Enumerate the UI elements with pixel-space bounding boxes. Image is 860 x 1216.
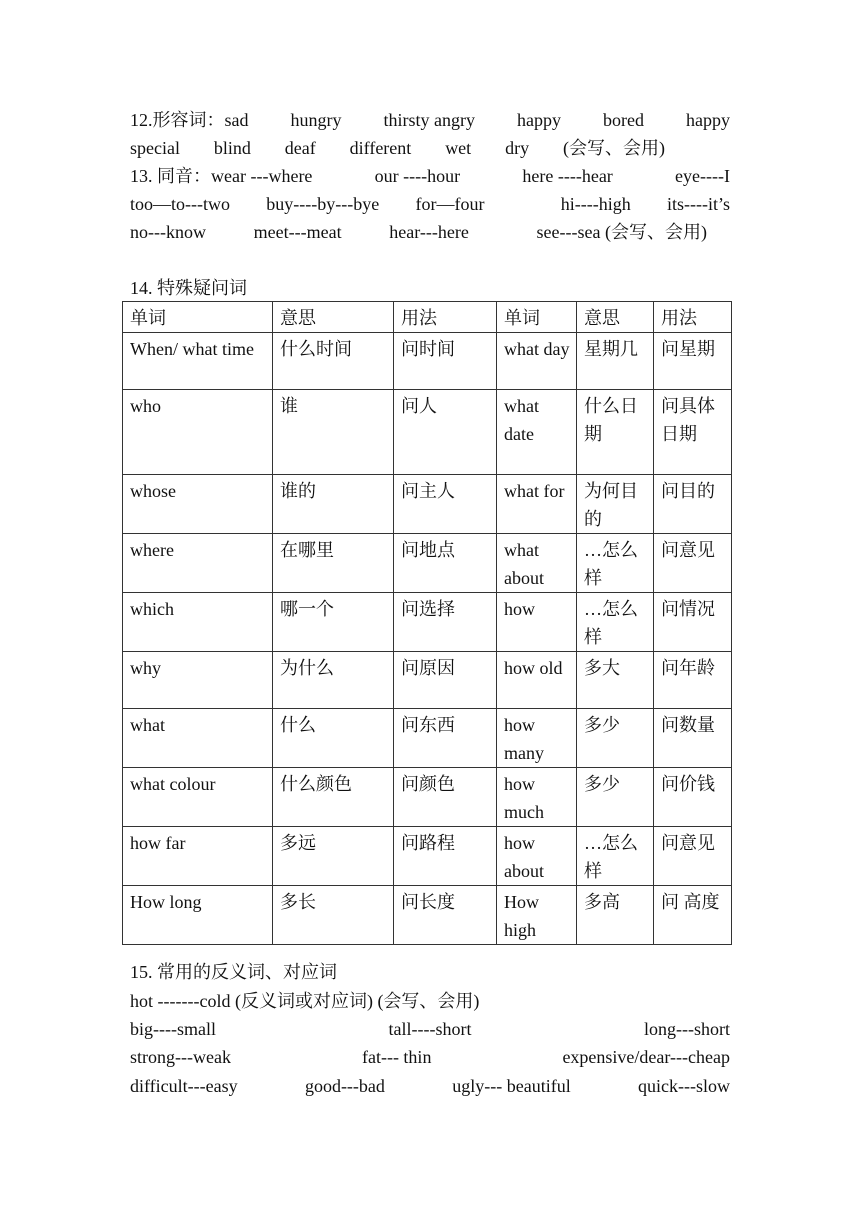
sec13-a2: here ----hear (522, 166, 613, 186)
table-row (123, 886, 732, 945)
table-cell: 问目的 (654, 475, 732, 534)
sec13-b0: too—to---two (130, 194, 230, 214)
table-cell: 多大 (577, 652, 654, 709)
header-cell: 用法 (654, 302, 732, 333)
table-cell: 问原因 (394, 652, 497, 709)
sec13-a1: our ----hour (374, 166, 461, 186)
table-cell: 问地点 (394, 534, 497, 593)
table-cell: 多少 (577, 768, 654, 827)
table-cell: 为何目的 (577, 475, 654, 534)
header-cell: 意思 (273, 302, 394, 333)
sec12-w5: happy (685, 110, 730, 130)
table-cell: how about (497, 827, 577, 886)
sec12-w10: wet (445, 138, 472, 158)
sec12-w8: deaf (284, 138, 316, 158)
table-cell: 问价钱 (654, 768, 732, 827)
table-row (123, 768, 732, 827)
table-cell: what about (497, 534, 577, 593)
table-cell: 多少 (577, 709, 654, 768)
question-words-table (122, 301, 732, 945)
table-cell: whose (123, 475, 273, 534)
sec12-line1 (130, 106, 730, 134)
sec13-b1: buy----by---bye (266, 194, 380, 214)
table-cell: 问星期 (654, 333, 732, 390)
sec13-line2 (130, 190, 730, 218)
sec15-line1: hot -------cold (反义词或对应词) (会写、会用) (130, 991, 480, 1011)
table-cell: 什么时间 (273, 333, 394, 390)
table-cell: how old (497, 652, 577, 709)
table-cell: 问具体日期 (654, 390, 732, 475)
header-cell: 用法 (394, 302, 497, 333)
sec12-w0: 12.形容词：sad (130, 110, 249, 130)
sec13-a3: eye----I (675, 166, 730, 186)
table-cell: 多长 (273, 886, 394, 945)
sec13-c3: see---sea (会写、会用) (536, 222, 707, 242)
antonym-pair: tall----short (388, 1019, 472, 1039)
table-cell: why (123, 652, 273, 709)
table-cell: how many (497, 709, 577, 768)
table-row (123, 333, 732, 390)
sec12-w2: thirsty angry (383, 110, 475, 130)
table-cell: 问时间 (394, 333, 497, 390)
antonym-pair: difficult---easy (130, 1076, 238, 1096)
sec13-c0: no---know (130, 222, 206, 242)
table-cell: 问选择 (394, 593, 497, 652)
sec14-title: 14. 特殊疑问词 (130, 278, 247, 298)
sec15-line3 (130, 1043, 730, 1071)
table-cell: what date (497, 390, 577, 475)
table-cell: 什么颜色 (273, 768, 394, 827)
sec12-w9: different (349, 138, 412, 158)
header-cell: 单词 (123, 302, 273, 333)
table-row (123, 709, 732, 768)
sec12-w12: (会写、会用) (562, 138, 665, 158)
table-cell: 什么 (273, 709, 394, 768)
header-cell: 意思 (577, 302, 654, 333)
table-cell: who (123, 390, 273, 475)
sec13-b4: its----it’s (666, 194, 730, 214)
antonym-pair: strong---weak (130, 1047, 231, 1067)
table-cell: …怎么样 (577, 534, 654, 593)
table-cell: 多高 (577, 886, 654, 945)
sec15-line2 (130, 1015, 730, 1043)
sec12-w7: blind (213, 138, 251, 158)
table-cell: …怎么样 (577, 827, 654, 886)
sec12-line2 (130, 134, 665, 162)
table-row (123, 827, 732, 886)
table-cell: 问东西 (394, 709, 497, 768)
sec15-line4 (130, 1072, 730, 1100)
table-row (123, 593, 732, 652)
table-cell: what (123, 709, 273, 768)
table-cell: 问长度 (394, 886, 497, 945)
table-cell: 问年龄 (654, 652, 732, 709)
table-row (123, 652, 732, 709)
antonym-pair: fat--- thin (361, 1047, 432, 1067)
table-cell: 问颜色 (394, 768, 497, 827)
sec12-w6: special (130, 138, 180, 158)
antonym-pair: good---bad (304, 1076, 385, 1096)
table-cell: 为什么 (273, 652, 394, 709)
sec12-w11: dry (505, 138, 530, 158)
table-row (123, 390, 732, 475)
table-cell: 谁 (273, 390, 394, 475)
table-cell: 问人 (394, 390, 497, 475)
table-cell: 星期几 (577, 333, 654, 390)
sec12-w1: hungry (290, 110, 342, 130)
table-cell: 问意见 (654, 534, 732, 593)
table-cell: 问 高度 (654, 886, 732, 945)
sec13-line3 (130, 218, 707, 246)
table-cell: 什么日期 (577, 390, 654, 475)
sec15-title: 15. 常用的反义词、对应词 (130, 962, 337, 982)
table-cell: where (123, 534, 273, 593)
table-cell: how far (123, 827, 273, 886)
sec13-b3: hi----high (560, 194, 631, 214)
antonym-pair: big----small (130, 1019, 216, 1039)
sec13-c2: hear---here (389, 222, 469, 242)
table-cell: 问数量 (654, 709, 732, 768)
table-cell: 问意见 (654, 827, 732, 886)
table-cell: 在哪里 (273, 534, 394, 593)
header-cell: 单词 (497, 302, 577, 333)
sec12-w3: happy (517, 110, 561, 130)
table-cell: How high (497, 886, 577, 945)
table-cell: what day (497, 333, 577, 390)
table-cell: which (123, 593, 273, 652)
sec13-a0: 13. 同音：wear ---where (130, 166, 313, 186)
table-cell: how (497, 593, 577, 652)
antonym-pair: quick---slow (638, 1076, 730, 1096)
sec13-b2: for—four (415, 194, 485, 214)
table-cell: 问路程 (394, 827, 497, 886)
table-header-row (123, 302, 732, 333)
table-cell: how much (497, 768, 577, 827)
table-cell: When/ what time (123, 333, 273, 390)
table-cell: 问主人 (394, 475, 497, 534)
table-cell: 哪一个 (273, 593, 394, 652)
table-row (123, 475, 732, 534)
sec13-c1: meet---meat (253, 222, 342, 242)
table-cell: How long (123, 886, 273, 945)
table-row (123, 534, 732, 593)
table-cell: 谁的 (273, 475, 394, 534)
antonym-pair: ugly--- beautiful (452, 1076, 571, 1096)
antonym-pair: long---short (644, 1019, 730, 1039)
sec12-w4: bored (603, 110, 644, 130)
sec13-line1 (130, 162, 730, 190)
antonym-pair: expensive/dear---cheap (562, 1047, 730, 1067)
table-cell: 多远 (273, 827, 394, 886)
table-cell: what for (497, 475, 577, 534)
table-cell: what colour (123, 768, 273, 827)
table-cell: …怎么样 (577, 593, 654, 652)
table-cell: 问情况 (654, 593, 732, 652)
